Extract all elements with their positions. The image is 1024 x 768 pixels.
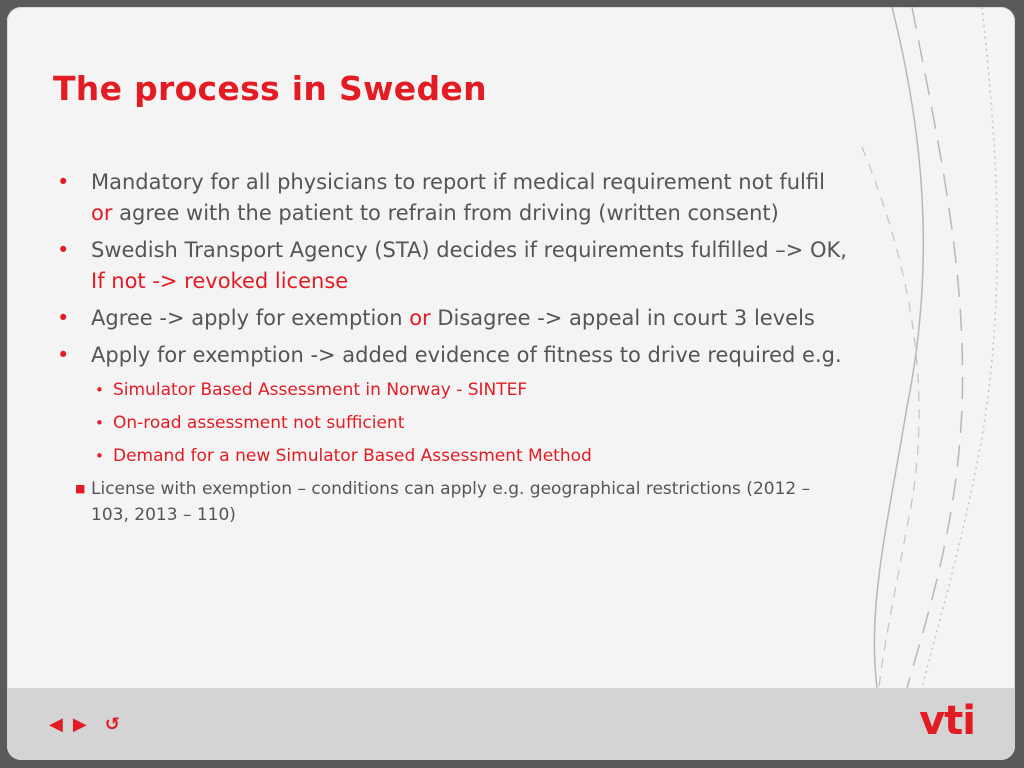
triangle-right-icon[interactable]: ▶ [72,714,87,735]
triangle-left-icon[interactable]: ◀ [49,714,63,735]
bullet-text-emphasis: or [91,201,113,225]
bullet-dot-icon: • [95,447,104,465]
sub-bullet-text: Simulator Based Assessment in Norway - SINTEF [113,380,528,400]
return-icon[interactable]: ↺ [104,714,120,735]
sub-bullet-text: On-road assessment not sufficient [113,413,405,433]
bullet-dot-icon: • [95,381,104,399]
sub-bullet-item [53,377,853,403]
sub-bullet-text: Demand for a new Simulator Based Assessment Method [113,446,592,466]
bullet-dot-icon: • [57,170,70,194]
square-bullet-icon: ■ [75,482,86,495]
bullet-text-emphasis: or [409,306,431,330]
bullet-text-emphasis: If not -> revoked license [91,269,349,293]
sub-bullet-item [53,443,853,469]
bullet-text: Disagree -> appeal in court 3 levels [430,306,815,330]
slide-content [53,167,853,528]
bullet-text: Swedish Transport Agency (STA) decides if requirements fulfilled –> OK, [91,238,847,262]
bullet-item [53,340,853,371]
bullet-item [53,303,853,334]
bullet-text: Agree -> apply for exemption [91,306,410,330]
slide-navigation [49,714,120,735]
bullet-text: agree with the patient to refrain from driving (written consent) [112,201,779,225]
bullet-dot-icon: • [95,414,104,432]
bullet-item [53,235,853,297]
vti-logo: vti [919,698,975,744]
bullet-item [53,167,853,229]
bullet-dot-icon: • [57,343,70,367]
square-bullet-text: License with exemption – conditions can apply e.g. geographical restrictions (2012 – 103, 2013 – 110) [91,479,811,525]
bullet-text: Mandatory for all physicians to report if medical requirement not fulfil [91,170,825,194]
bullet-dot-icon: • [57,306,70,330]
slide [7,7,1015,760]
bullet-dot-icon: • [57,238,70,262]
slide-title: The process in Sweden [53,69,487,108]
sub-bullet-item [53,410,853,436]
square-bullet-item [53,476,853,528]
bullet-text: Apply for exemption -> added evidence of fitness to drive required e.g. [91,343,842,367]
slide-footer [7,688,1015,760]
